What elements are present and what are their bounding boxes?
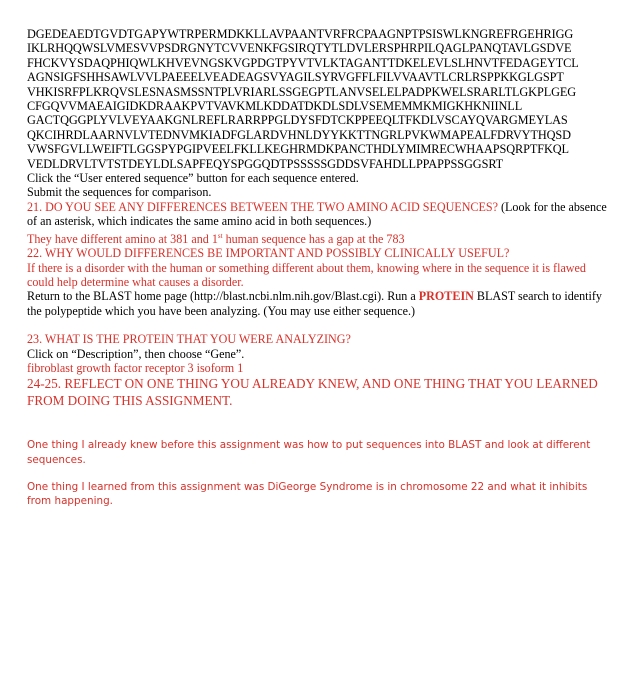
sequence-line: VEDLDRVLTVTSTDEYLDLSAPFEQYSPGGQDTPSSSSSGDDSVFAHDLLPPAPPSSGGSRT [27, 156, 504, 171]
question-23-instruction: Click on “Description”, then choose “Gene”. [27, 346, 245, 361]
sequence-line: QKCIHRDLAARNVLVTEDNVMKIADFGLARDVHNLDYYKKTTNGRLPVKWMAPEALFDRVYTHQSD [27, 127, 571, 142]
blast-instructions [27, 289, 607, 318]
sequence-line: GACTQGGPLYVLVEYAAKGNLREFLRARRPPGLDYSFDTCKPPEEQLTFKDLVSCAYQVARGMEYLAS [27, 113, 568, 128]
spacer [27, 468, 607, 480]
question-22: 22. WHY WOULD DIFFERENCES BE IMPORTANT AND POSSIBLY CLINICALLY USEFUL? [27, 246, 510, 261]
sequence-line: IKLRHQQWSLVMESVVPSDRGNYTCVVENKFGSIRQTYTLDVLERSPHRPILQAGLPANQTAVLGSDVE [27, 41, 572, 56]
answer-21-text-end: human sequence has a gap at the 783 [222, 231, 405, 246]
answer-21 [27, 229, 607, 246]
answer-22: If there is a disorder with the human or something different about them, knowing where in the sequence it is flawed could help determine what causes a disorder. [27, 260, 586, 289]
sequence-line: AGNSIGFSHHSAWLVVLPAEEELVEADEAGSVYAGILSYRVGFFLFILVVAAVTLCRLRSPPKKGLGSPT [27, 70, 564, 85]
sequence-line: VHKISRFPLKRQVSLESNASMSSNTPLVRIARLSSGEGPTLANVSELELPADPKWELSRARLTLGKPLGEG [27, 84, 577, 99]
sequence-line: FHCKVYSDAQPHIQWLKHVEVNGSKVGPDGTPYVTVLKTAGANTTDKELEVLSLHNVTFEDAGEYTCL [27, 55, 579, 70]
answer-23: fibroblast growth factor receptor 3 isoform 1 [27, 360, 244, 375]
protein-keyword: PROTEIN [418, 289, 474, 304]
instruction-submit: Submit the sequences for comparison. [27, 185, 212, 200]
blast-instructions-pre: Return to the BLAST home page (http://blast.ncbi.nlm.nih.gov/Blast.cgi). Run a [27, 289, 419, 304]
sequence-line: DGEDEAEDTGVDTGAPYWTRPERMDKKLLAVPAANTVRFRCPAAGNPTPSISWLKNGREFRGEHRIGG [27, 27, 574, 41]
spacer [27, 409, 607, 438]
answer-21-text: They have different amino at 381 and 1 [27, 231, 218, 246]
reflection-already-knew: One thing I already knew before this assignment was how to put sequences into BLAST and look at different sequences. [27, 439, 591, 466]
reflection-learned: One thing I learned from this assignment was DiGeorge Syndrome is in chromosome 22 and what it inhibits from happening. [27, 480, 588, 508]
amino-acid-sequence [27, 27, 607, 171]
blast-instructions-post: BLAST search to identify the polypeptide which you have been analyzing. (You may use either sequence.) [27, 289, 602, 318]
question-24-25: 24-25. REFLECT ON ONE THING YOU ALREADY KNEW, AND ONE THING THAT YOU LEARNED FROM DOING THIS ASSIGNMENT. [27, 376, 598, 409]
instruction-click: Click the “User entered sequence” button for each sequence entered. [27, 171, 359, 186]
sequence-line: VWSFGVLLWEIFTLGGSPYPGIPVEELFKLLKEGHRMDKPANCTHDLYMIMRECWHAAPSQRPTFKQL [27, 142, 569, 157]
spacer [27, 318, 607, 332]
question-23: 23. WHAT IS THE PROTEIN THAT YOU WERE ANALYZING? [27, 332, 351, 347]
document-page [27, 27, 607, 509]
question-21-text: 21. DO YOU SEE ANY DIFFERENCES BETWEEN THE TWO AMINO ACID SEQUENCES? [27, 199, 498, 214]
question-21 [27, 200, 607, 229]
question-21-hint: (Look for the absence of an asterisk, which indicates the same amino acid in both sequences.) [27, 199, 607, 229]
sequence-line: CFGQVVMAEAIGIDKDRAAKPVTVAVKMLKDDATDKDLSDLVSEMEMMKMIGKHKNIINLL [27, 99, 523, 114]
answer-21-superscript: st [217, 231, 223, 240]
